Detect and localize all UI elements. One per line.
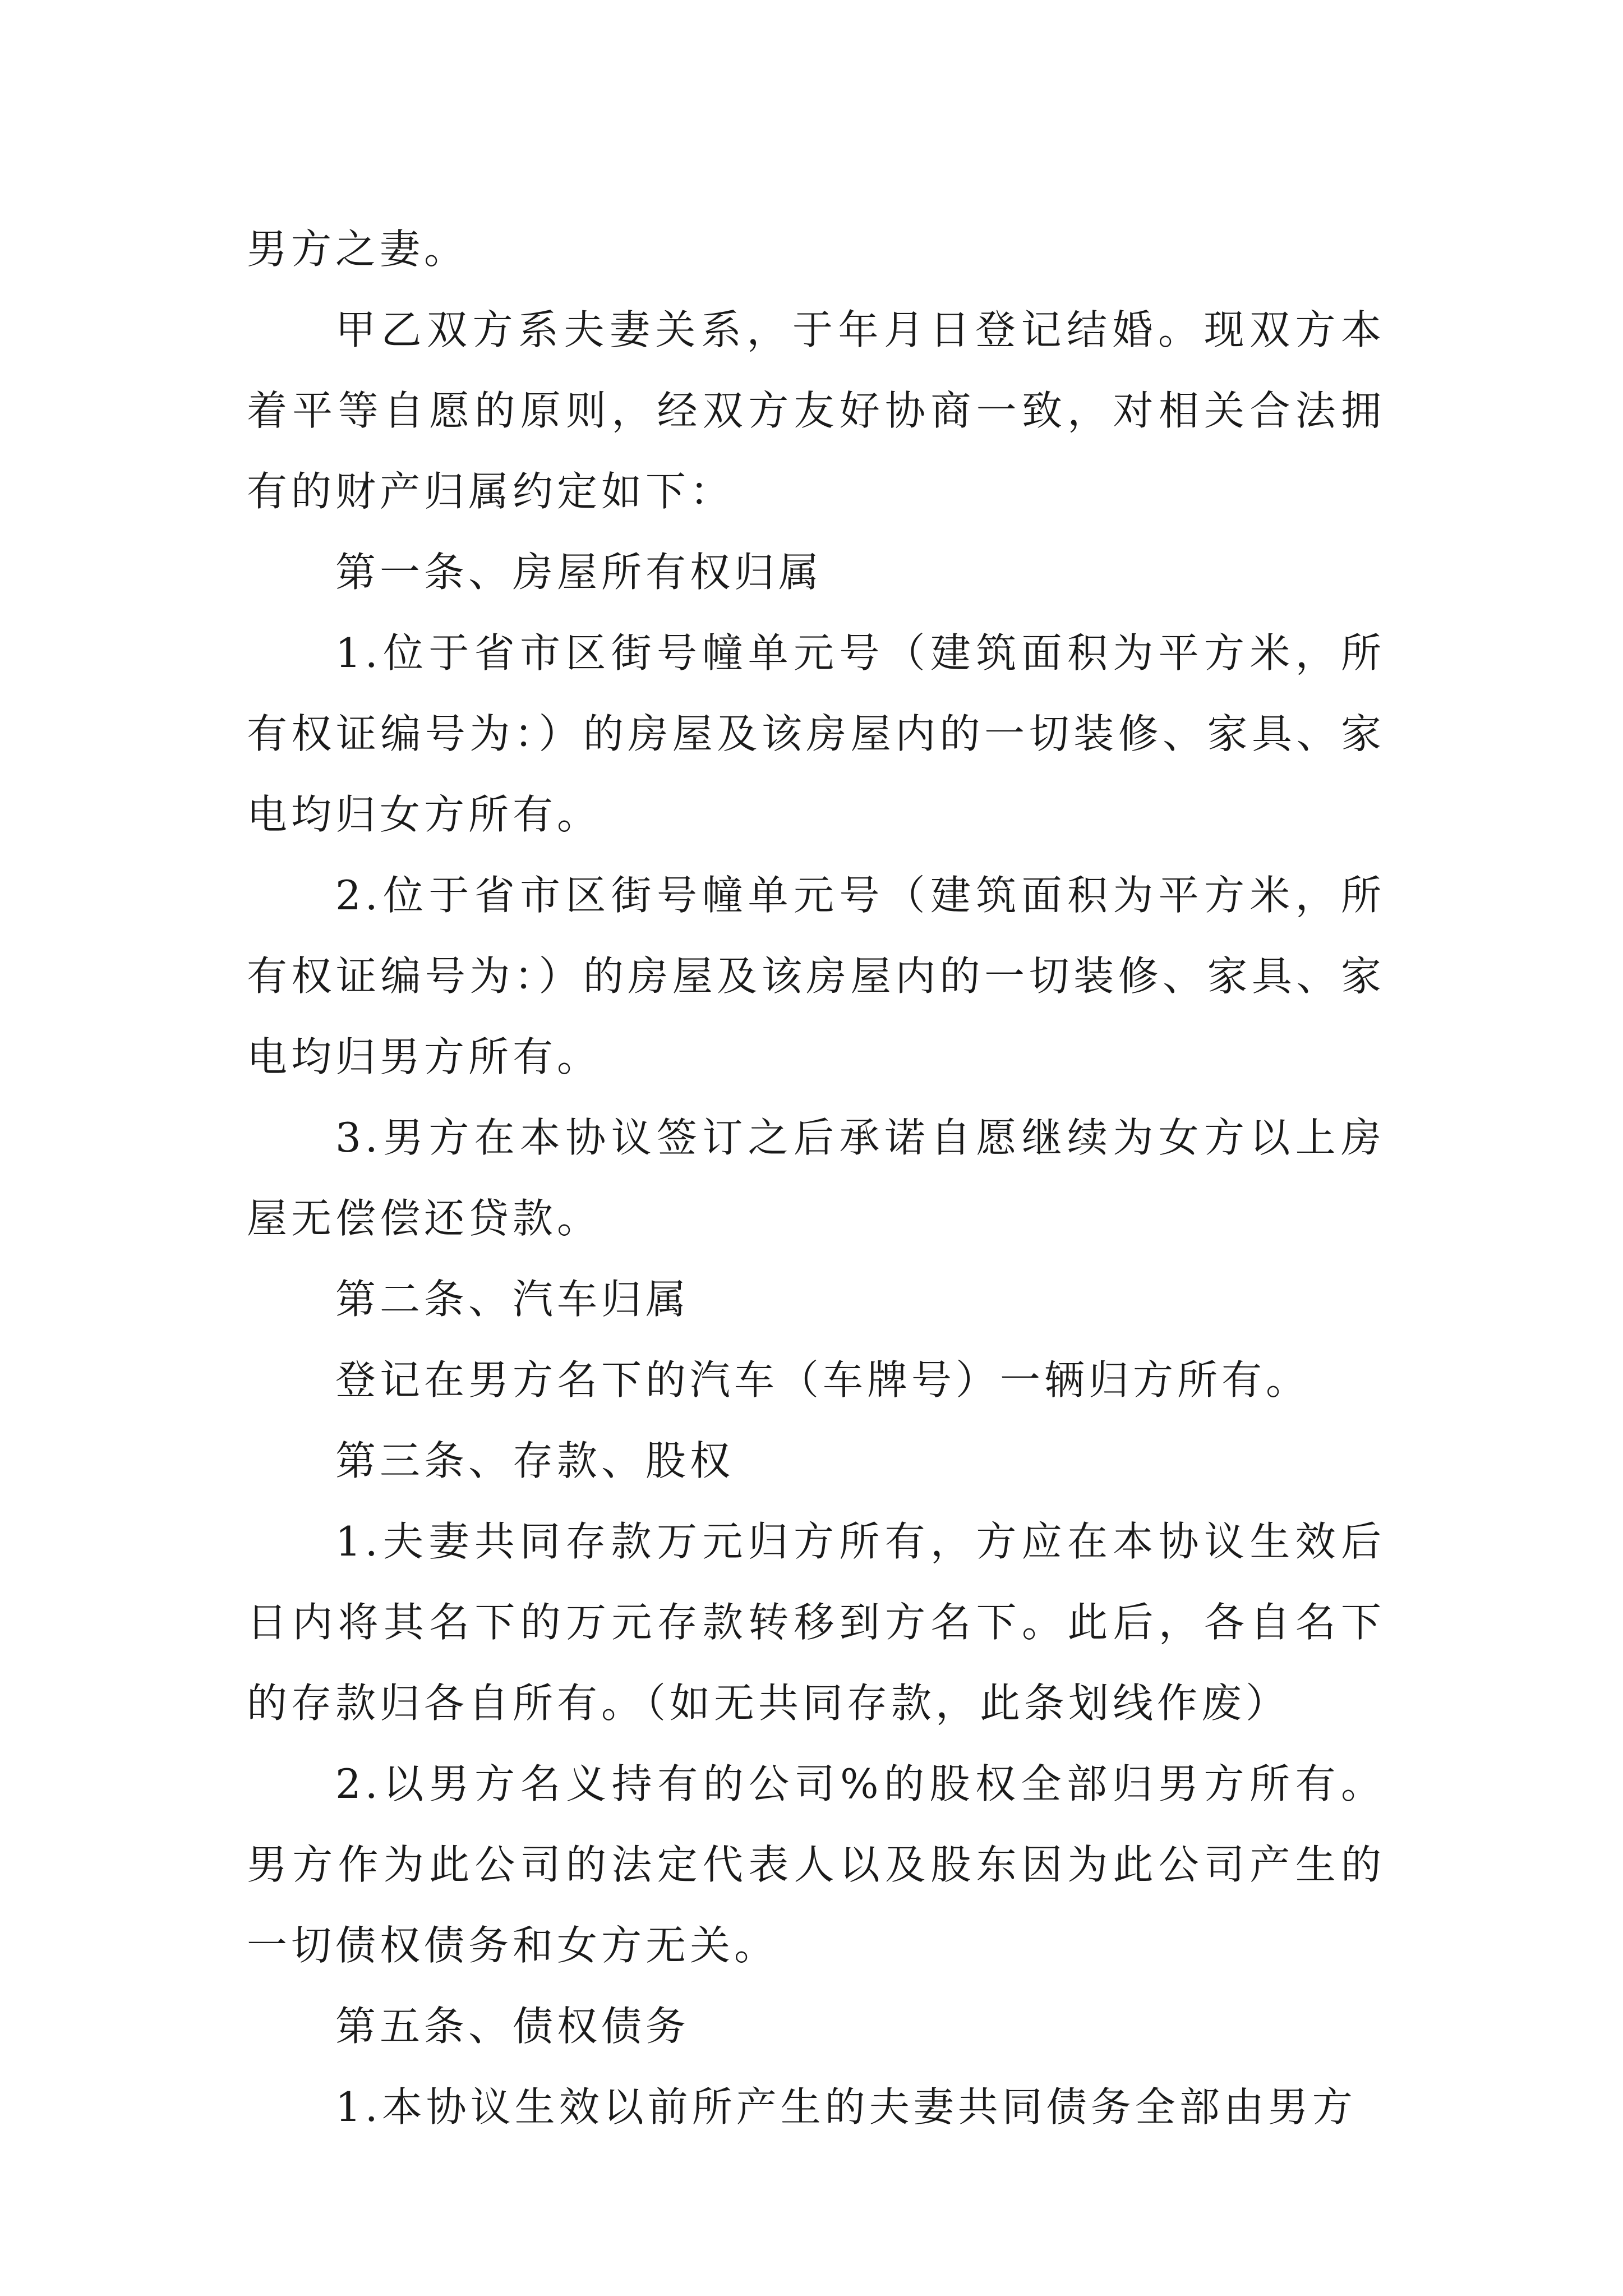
paragraph-preamble: 甲乙双方系夫妻关系，于年月日登记结婚。现双方本着平等自愿的原则，经双方友好协商一致，对相关合法拥有的财产归属约定如下： (247, 306, 1385, 515)
article-5-clause-1: 1.本协议生效以前所产生的夫妻共同债务全部由男方 (335, 2083, 1357, 2131)
article-5-heading: 第五条、债权债务 (335, 2003, 690, 2050)
article-1-heading: 第一条、房屋所有权归属 (335, 549, 823, 596)
article-2-heading: 第二条、汽车归属 (335, 1276, 690, 1323)
article-3-clause-2: 2.以男方名义持有的公司%的股权全部归男方所有。男方作为此公司的法定代表人以及股东因为此公司产生的一切债权债务和女方无关。 (247, 1760, 1385, 1969)
paragraph-continuation: 男方之妻。 (247, 226, 469, 273)
document-body (247, 209, 1385, 2147)
article-1-clause-2: 2.位于省市区街号幢单元号（建筑面积为平方米，所有权证编号为：）的房屋及该房屋内的一切装修、家具、家电均归男方所有。 (247, 872, 1385, 1080)
article-1-clause-3: 3.男方在本协议签订之后承诺自愿继续为女方以上房屋无偿偿还贷款。 (247, 1114, 1385, 1242)
article-3-clause-1: 1.夫妻共同存款万元归方所有，方应在本协议生效后日内将其名下的万元存款转移到方名下。此后，各自名下的存款归各自所有。（如无共同存款，此条划线作废） (247, 1518, 1385, 1727)
article-3-heading: 第三条、存款、股权 (335, 1437, 735, 1484)
article-2-clause: 登记在男方名下的汽车（车牌号）一辆归方所有。 (335, 1356, 1311, 1404)
article-1-clause-1: 1.位于省市区街号幢单元号（建筑面积为平方米，所有权证编号为：）的房屋及该房屋内的一切装修、家具、家电均归女方所有。 (247, 629, 1385, 838)
